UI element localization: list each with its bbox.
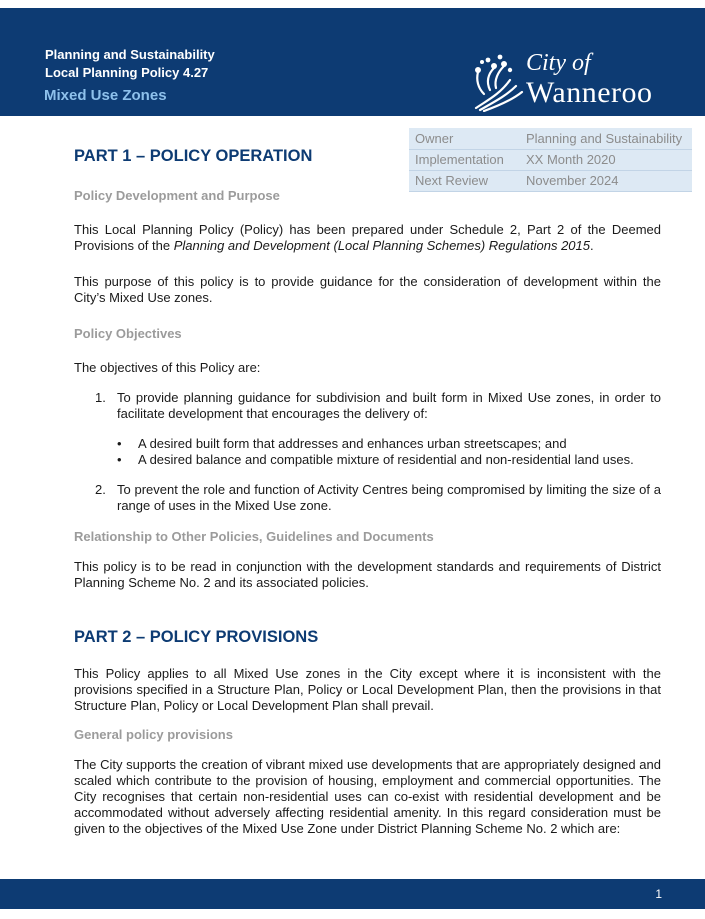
purpose-paragraph-1 xyxy=(74,222,661,254)
heading-general-provisions: General policy provisions xyxy=(74,727,233,742)
general-provisions-paragraph: The City supports the creation of vibrant mixed use developments that are appropriately designed and scaled which contribute to the provision of housing, employment and commercial opportunities. The City recognises that certain non-residential uses can co-exist with residential development and be accommodated without adversely affecting residential amenity. In this regard consideration must be given to the objectives of the Mixed Use Zone under District Planning Scheme No. 2 which are: xyxy=(74,757,661,836)
objectives-intro: The objectives of this Policy are: xyxy=(74,360,261,375)
info-key: Owner xyxy=(409,128,520,149)
purpose-paragraph-2: This purpose of this policy is to provide guidance for the consideration of development within the City’s Mixed Use zones. xyxy=(74,274,661,305)
bullet-symbol: • xyxy=(117,452,122,467)
bullet-item: A desired built form that addresses and enhances urban streetscapes; and xyxy=(138,436,567,451)
regulations-title: Planning and Development (Local Planning Schemes) Regulations 2015 xyxy=(173,238,590,253)
page-number: 1 xyxy=(655,887,662,901)
heading-relationship: Relationship to Other Policies, Guidelines and Documents xyxy=(74,529,434,544)
table-row xyxy=(409,170,692,191)
relationship-paragraph: This policy is to be read in conjunction with the development standards and requirements of District Planning Scheme No. 2 and its associated policies. xyxy=(74,559,661,590)
info-value: Planning and Sustainability xyxy=(520,128,692,149)
objective-text: To provide planning guidance for subdivision and built form in Mixed Use zones, in order to facilitate development that encourages the delivery of: xyxy=(117,390,661,421)
part1-title: PART 1 – POLICY OPERATION xyxy=(74,147,313,165)
heading-policy-development: Policy Development and Purpose xyxy=(74,188,280,203)
policy-info-table xyxy=(409,128,692,192)
table-row xyxy=(409,149,692,170)
bullet-symbol: • xyxy=(117,436,122,451)
purpose-text-end: . xyxy=(590,238,594,253)
logo-city-text: City of xyxy=(526,50,591,76)
table-row xyxy=(409,128,692,149)
header-banner xyxy=(0,8,705,116)
purpose-text: This Local Planning Policy (Policy) has been prepared under Schedule 2, Part 2 of the Deemed Provisions of the xyxy=(74,222,661,253)
info-key: Next Review xyxy=(409,170,520,191)
part2-title: PART 2 – POLICY PROVISIONS xyxy=(74,628,319,646)
info-key: Implementation xyxy=(409,149,520,170)
policy-title: Mixed Use Zones xyxy=(44,87,167,104)
footer-bar xyxy=(0,879,705,909)
heading-policy-objectives: Policy Objectives xyxy=(74,326,182,341)
objective-text: To prevent the role and function of Activity Centres being compromised by limiting the size of a range of uses in the Mixed Use zone. xyxy=(117,482,661,513)
city-logo xyxy=(470,48,680,118)
wanneroo-plant-logo-icon xyxy=(470,50,526,112)
bullet-item: A desired balance and compatible mixture of residential and non-residential land uses. xyxy=(138,452,634,467)
policy-number: Local Planning Policy 4.27 xyxy=(45,65,209,80)
objective-number: 2. xyxy=(95,482,106,497)
info-value: XX Month 2020 xyxy=(520,149,692,170)
department-name: Planning and Sustainability xyxy=(45,47,215,62)
info-value: November 2024 xyxy=(520,170,692,191)
part2-intro-paragraph: This Policy applies to all Mixed Use zones in the City except where it is inconsistent with the provisions specified in a Structure Plan, Policy or Local Development Plan, then the provisions in that Structure Plan, Policy or Local Development Plan shall prevail. xyxy=(74,666,661,713)
logo-name-text: Wanneroo xyxy=(526,76,653,109)
objective-number: 1. xyxy=(95,390,106,405)
